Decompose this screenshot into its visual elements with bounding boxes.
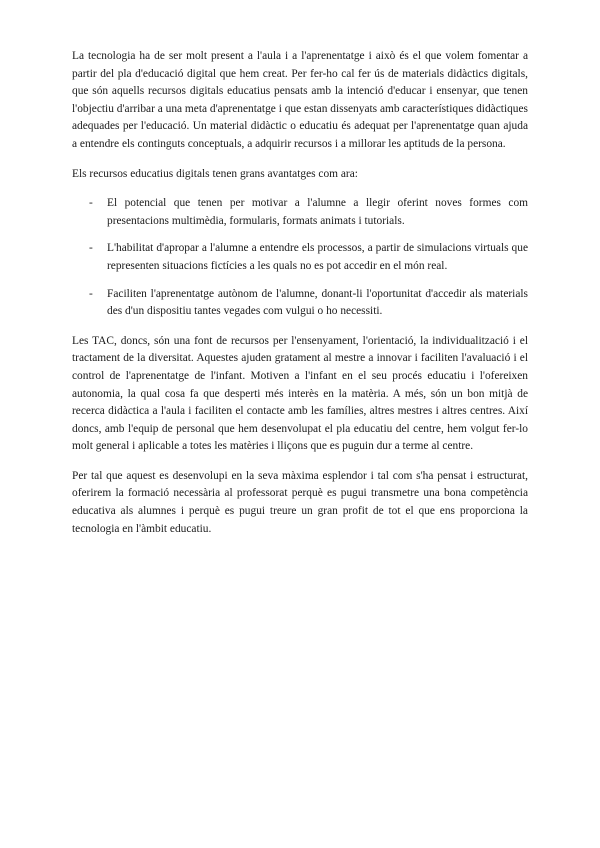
bullet-dash: - bbox=[89, 242, 93, 255]
list-item-text: El potencial que tenen per motivar a l'alumne a llegir oferint noves formes com presentacions multimèdia, formularis, formats animats i tutorials. bbox=[107, 197, 528, 227]
bullet-dash: - bbox=[89, 287, 93, 300]
paragraph-training: Per tal que aquest es desenvolupi en la seva màxima esplendor i tal com s'ha pensat i estructurat, oferirem la formació necessària al professorat perquè es pugui transmetre una bona competència educativa als alumnes i perquè es pugui treure un gran profit de tot el que ens proporciona la tecnologia en l'àmbit educatiu. bbox=[72, 469, 528, 535]
bullet-dash: - bbox=[89, 197, 93, 210]
list-item-text: L'habilitat d'apropar a l'alumne a entendre els processos, a partir de simulacions virtuals que representen situacions fictícies a les quals no es pot accedir en el món real. bbox=[107, 242, 528, 272]
list-item-text: Faciliten l'aprenentatge autònom de l'alumne, donant-li l'oportunitat d'accedir als materials des d'un dispositiu tantes vegades com vulgui o ho necessiti. bbox=[107, 287, 528, 318]
list-item bbox=[72, 286, 528, 321]
advantages-list bbox=[72, 195, 528, 321]
paragraph-advantages-intro: Els recursos educatius digitals tenen grans avantatges com ara: bbox=[72, 167, 358, 180]
document-page bbox=[72, 48, 528, 550]
list-item bbox=[72, 195, 528, 230]
paragraph-tac: Les TAC, doncs, són una font de recursos per l'ensenyament, l'orientació, la individualització i el tractament de la diversitat. Aquestes ajuden gratament al mestre a innovar i faciliten l'avaluació i el control de l'aprenentatge de l'infant. Motiven a l'infant en el seu procés educatiu i l'ofereixen autonomia, la qual cosa fa que desperti més interès en la matèria. A més, són un bon mitjà de recerca didàctica a l'aula i faciliten el contacte amb les famílies, altres mestres i altres centres. Així doncs, amb l'equip de personal que hem desenvolupat el pla educatiu del centre, hem volgut fer-lo molt general i aplicable a totes les matèries i lliçons que es puguin dur a terme al centre. bbox=[72, 334, 528, 453]
list-item bbox=[72, 240, 528, 275]
paragraph-intro-technology: La tecnologia ha de ser molt present a l'aula i a l'aprenentatge i això és el que volem fomentar a partir del pla d'educació digital que hem creat. Per fer-ho cal fer ús de materials didàctics digitals, que són aquells recursos digitals educatius pensats amb la intenció d'educar i ensenyar, que tenen l'objectiu d'arribar a una meta d'aprenentatge i que estan dissenyats amb característiques didàctiques adequades per l'educació. Un material didàctic o educatiu és adequat per l'aprenentatge quan ajuda a entendre els continguts conceptuals, a adquirir recursos i a millorar les aptituds de la persona. bbox=[72, 50, 528, 150]
